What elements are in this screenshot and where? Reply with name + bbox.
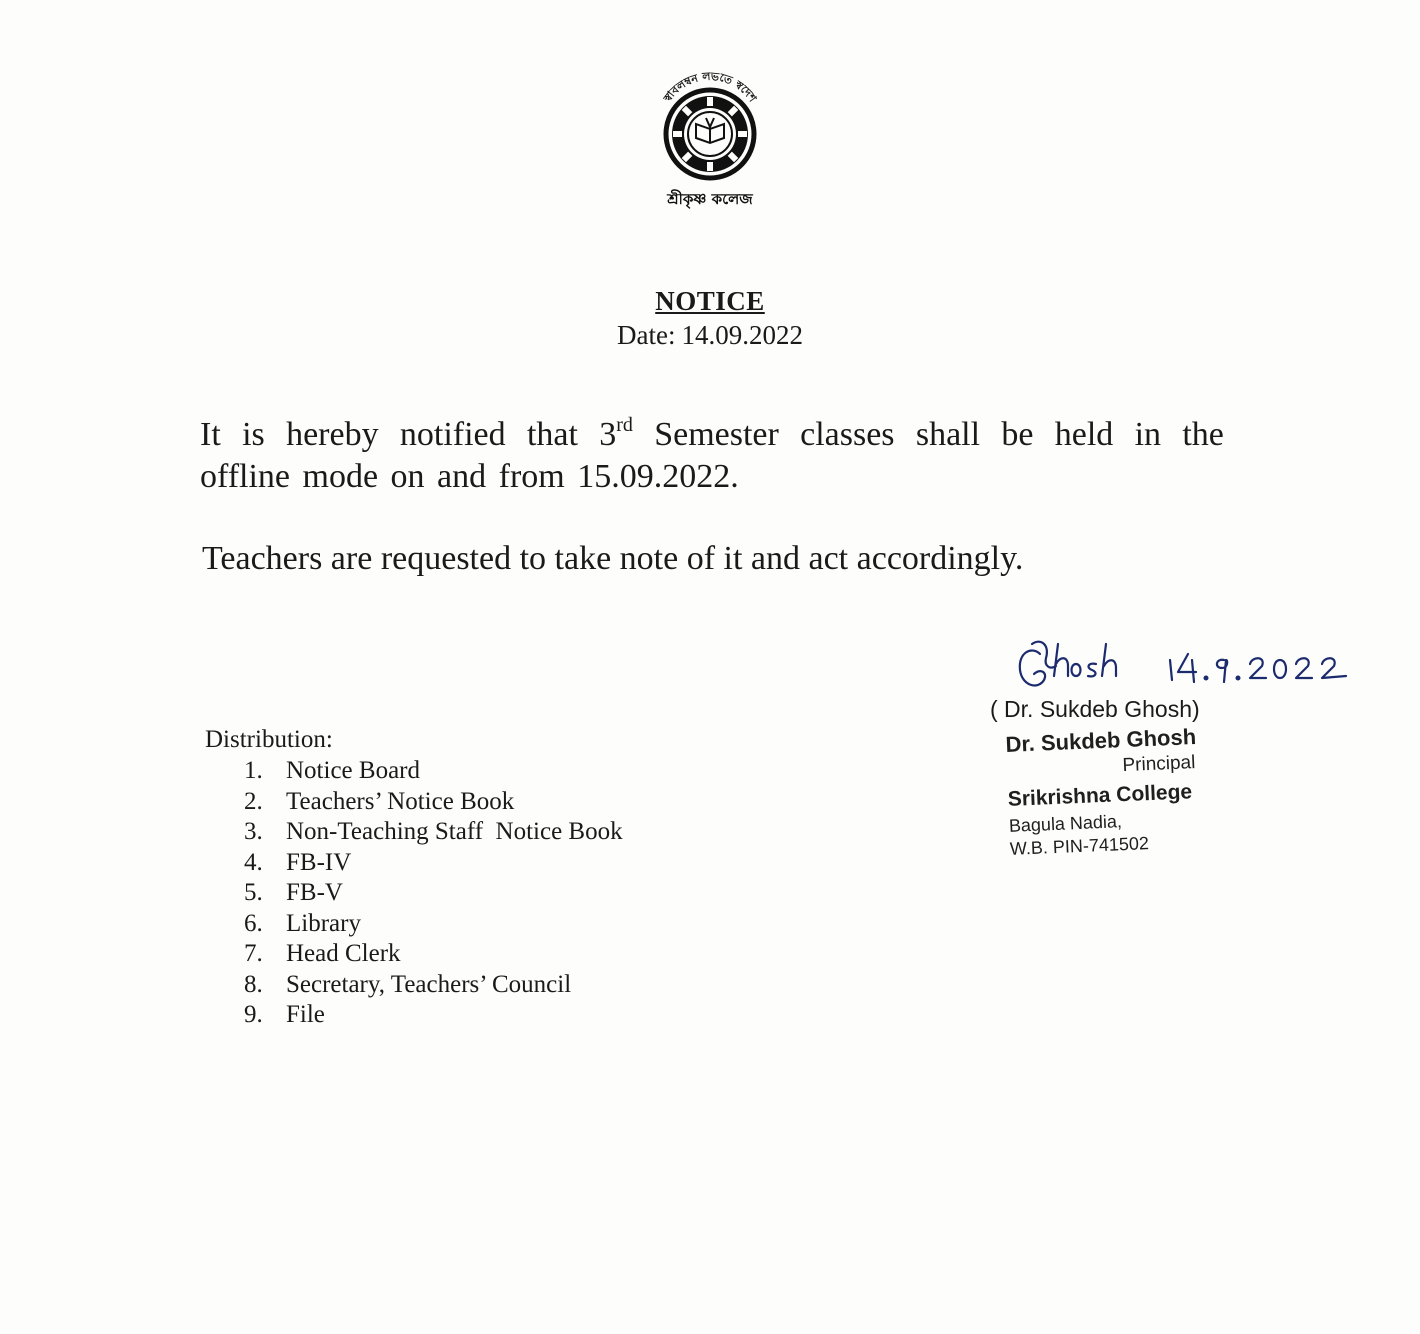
item-number: 4. [244,848,263,876]
list-item [244,817,623,848]
word: hereby [286,416,379,453]
notice-title: NOTICE [655,286,765,316]
item-text: FB-V [286,879,343,906]
word: the [1182,416,1224,453]
college-emblem-icon [640,70,780,212]
list-item [244,939,623,970]
item-text: Library [286,909,361,937]
item-number: 6. [244,909,263,937]
ordinal-number: 3 [599,416,617,453]
list-item [244,787,623,818]
stamp-name: Dr. Sukdeb Ghosh [1005,724,1197,757]
word: be [1001,416,1034,453]
distribution-list [244,756,623,1031]
word: that [526,416,578,453]
word: shall [915,416,981,453]
item-number: 1. [244,757,263,784]
stamp-role: Principal [1122,752,1196,777]
item-text: Non-Teaching Staff Notice Book [286,818,623,845]
emblem-college-name: শ্রীকৃষ্ণ কলেজ [667,190,753,208]
list-item [244,878,623,909]
notice-paragraph-2: Teachers are requested to take note of it and act accordingly. [202,540,1024,577]
distribution-label: Distribution: [205,726,333,753]
item-number: 5. [244,879,263,906]
item-number: 8. [244,970,263,998]
principal-stamp [1005,723,1230,860]
list-item [244,970,623,1001]
date-label: Date: [617,320,676,350]
item-number: 3. [244,818,263,845]
word: It [200,416,221,453]
stamp-address-line-1: Bagula Nadia, [1008,811,1123,836]
list-item [244,756,623,787]
word: in [1134,416,1162,453]
list-item [244,1000,623,1031]
paragraph-1-line-2: offline mode on and from 15.09.2022. [200,458,739,495]
notice-paragraph-1 [200,414,1224,498]
word: held [1054,416,1114,453]
list-item [244,909,623,940]
item-text: Teachers’ Notice Book [286,787,515,815]
stamp-address-line-2: W.B. PIN-741502 [1009,833,1150,859]
item-number: 2. [244,787,263,815]
handwritten-signature-icon [1010,636,1370,696]
emblem-motto: স্বাবলম্বন লভতে স্বদেশ [661,70,760,105]
item-text: FB-IV [286,848,352,876]
word: is [242,416,265,453]
word: notified [399,416,506,453]
signatory-name: ( Dr. Sukdeb Ghosh) [990,696,1200,722]
list-item [244,848,623,879]
item-text: Head Clerk [286,940,401,967]
date-value: 14.09.2022 [681,320,803,350]
item-text: Notice Board [286,757,420,784]
ordinal-suffix: rd [616,414,633,436]
ordinal [599,414,633,456]
item-text: Secretary, Teachers’ Council [286,970,572,998]
paragraph-1-line-1 [200,414,1224,456]
word: classes [800,416,895,453]
stamp-college: Srikrishna College [1007,780,1193,811]
item-text: File [286,1001,325,1028]
word: Semester [654,416,779,453]
item-number: 9. [244,1001,263,1028]
notice-date [0,320,1420,351]
item-number: 7. [244,940,263,967]
